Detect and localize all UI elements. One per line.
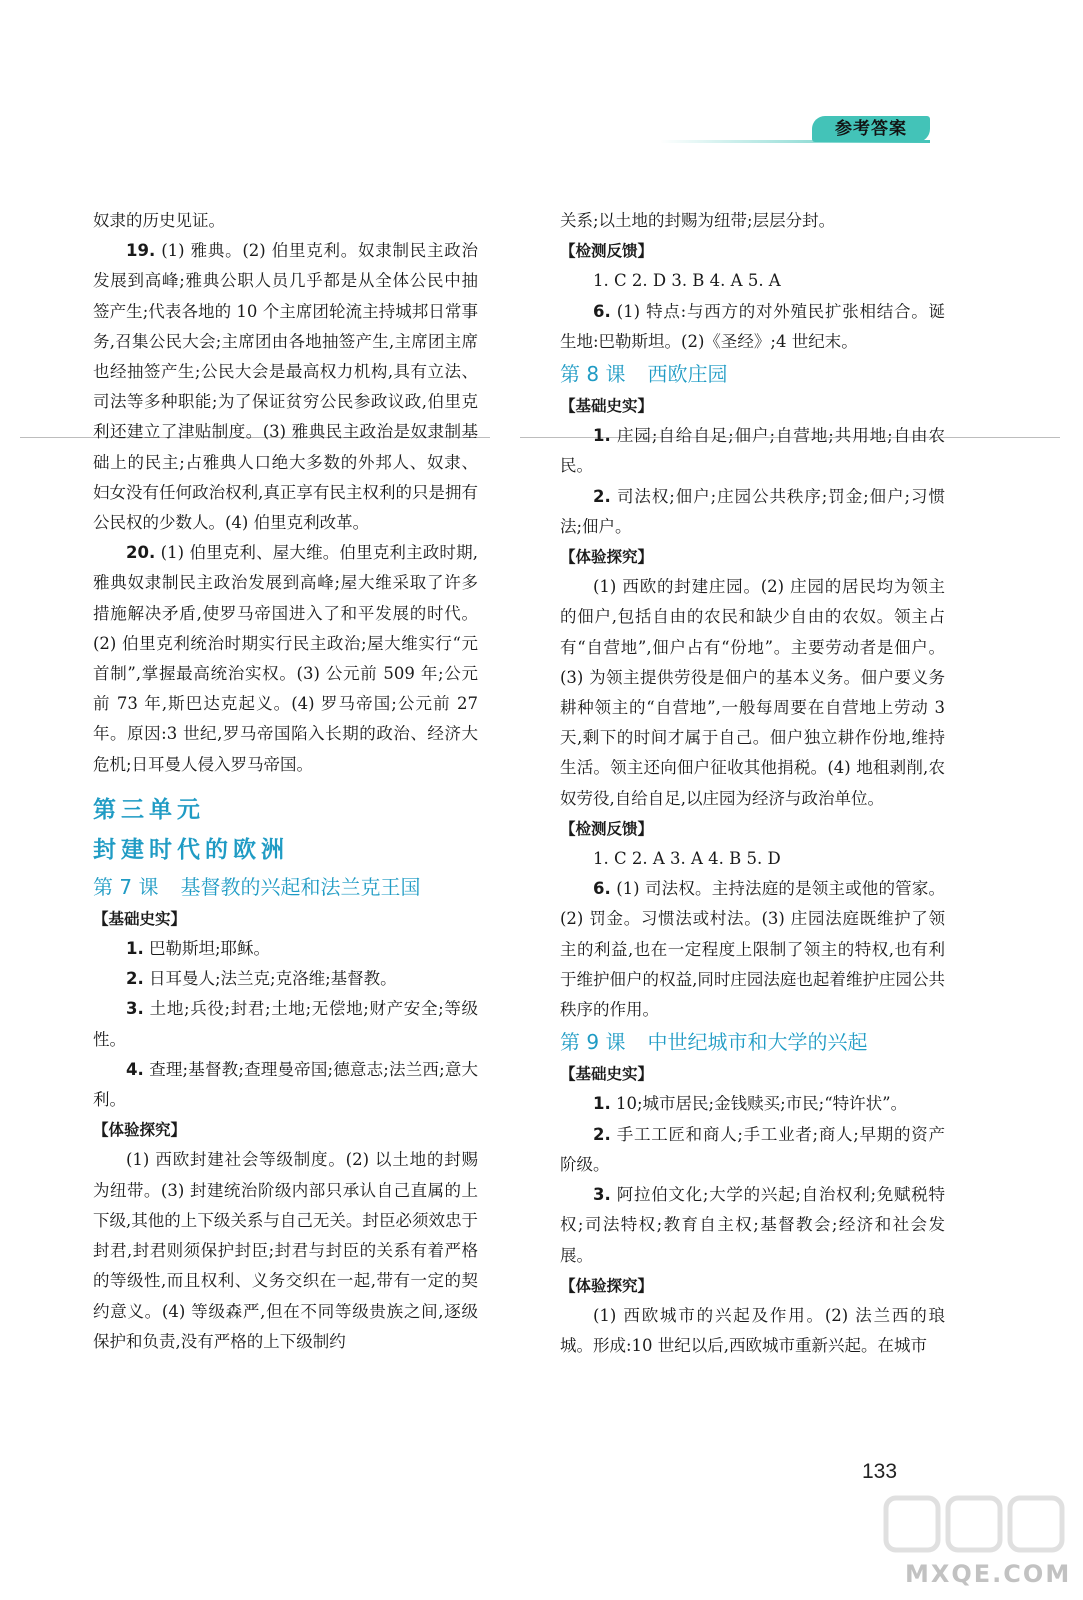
section-header-check: 【检测反馈】 [560,819,654,838]
section-header-check: 【检测反馈】 [560,242,654,261]
explore-answer: (1) 西欧封建社会等级制度。(2) 以土地的封赐为纽带。(3) 封建统治阶级内部只承认自己直属的上下级,其他的上下级关系与自己无关。封臣必须效忠于封君,封君则须保护封臣;封君与封臣的关系有着严格的等级性,而且权利、义务交织在一起,带有一定的契约意义。(4) 等级森严,但在不同等级贵族之间,逐级保护和负责,没有严格的上下级制约 [93,1150,478,1351]
question-text: (1) 雅典。(2) 伯里克利。奴隶制民主政治发展到高峰;雅典公职人员几乎都是从全体公民中抽签产生;代表各地的 10 个主席团轮流主持城邦日常事务,召集公民大会;主席团由各地抽签产生,主席团主席也经抽签产生;公民大会是最高权力机构,具有立法、司法等多种职能;为了保证贫穷公民参政议政,伯里克利还建立了津贴制度。(3) 雅典民主政治是奴隶制基础上的民主;占雅典人口绝大多数的外邦人、奴隶、妇女没有任何政治权利,真正享有民主权利的只是拥有公民权的少数人。(4) 伯里克利改革。 [93,241,478,533]
question-number: 6. [593,301,611,321]
question-text: (1) 特点:与西方的对外殖民扩张相结合。诞生地:巴勒斯坦。(2)《圣经》;4 世纪末。 [560,301,945,351]
question-6 [560,297,945,357]
item-number: 3. [126,999,144,1019]
section-header-basic: 【基础史实】 [560,1065,654,1084]
paragraph-continued: 奴隶的历史见证。 [93,211,225,230]
item-text: 庄园;自给自足;佃户;自营地;共用地;自由农民。 [560,426,945,476]
question-number: 6. [593,879,611,899]
right-column [560,206,945,1361]
section-header-basic: 【基础史实】 [560,397,654,416]
answer-item [560,1180,945,1271]
lesson-number: 第 9 课 [560,1030,626,1055]
answer-item [93,964,478,994]
unit-title: 第三单元 [93,795,205,823]
item-number: 2. [593,486,611,506]
question-number: 19. [126,241,156,261]
item-text: 阿拉伯文化;大学的兴起;自治权利;免赋税特权;司法特权;教育自主权;基督教会;经济和社会发展。 [560,1185,945,1265]
lesson-name: 中世纪城市和大学的兴起 [647,1030,868,1055]
item-number: 3. [593,1185,611,1205]
item-text: 10;城市居民;金钱赎买;市民;“特许状”。 [616,1094,908,1114]
answer-item [93,994,478,1054]
question-20 [93,538,478,780]
answer-item [560,482,945,542]
item-text: 司法权;佃户;庄园公共秩序;罚金;佃户;习惯法;佃户。 [560,486,945,536]
question-number: 20. [126,543,156,563]
watermark-text: MXQE.COM [905,1560,1072,1588]
item-number: 1. [593,1094,611,1114]
header-accent-line [660,140,930,143]
item-number: 2. [593,1124,611,1144]
explore-answer: (1) 西欧的封建庄园。(2) 庄园的居民均为领主的佃户,包括自由的农民和缺少自由的农奴。领主占有“自营地”,佃户占有“份地”。主要劳动者是佃户。(3) 为领主提供劳役是佃户的基本义务。佃户要义务耕种领主的“自营地”,一般每周要在自营地上劳动 3 天,剩下的时间才属于自己。佃户独立耕作份地,维持生活。领主还向佃户征收其他捐税。(4) 地租剥削,农奴劳役,自给自足,以庄园为经济与政治单位。 [560,577,945,808]
item-text: 手工工匠和商人;手工业者;商人;早期的资产阶级。 [560,1124,945,1174]
lesson-number: 第 8 课 [560,362,626,387]
item-number: 4. [126,1059,144,1079]
item-text: 日耳曼人;法兰克;克洛维;基督教。 [149,969,397,989]
lesson-name: 西欧庄园 [647,362,728,387]
item-number: 1. [126,939,144,959]
item-text: 巴勒斯坦;耶稣。 [149,939,271,959]
item-text: 土地;兵役;封君;土地;无偿地;财产安全;等级性。 [93,999,478,1049]
explore-answer: (1) 西欧城市的兴起及作用。(2) 法兰西的琅城。形成:10 世纪以后,西欧城市重新兴起。在城市 [560,1305,945,1356]
answer-item [560,1120,945,1180]
section-header-basic: 【基础史实】 [93,909,187,928]
section-header-explore: 【体验探究】 [560,1276,654,1295]
unit-subtitle: 封建时代的欧洲 [93,835,289,863]
lesson-name: 基督教的兴起和法兰克王国 [180,874,421,899]
multiple-choice-answers: 1. C 2. D 3. B 4. A 5. A [593,271,781,291]
item-text: 查理;基督教;查理曼帝国;德意志;法兰西;意大利。 [93,1059,479,1110]
question-text: (1) 司法权。主持法庭的是领主或他的管家。(2) 罚金。习惯法或村法。(3) 庄园法庭既维护了领主的利益,也在一定程度上限制了领主的特权,也有利于维护佃户的权益,同时庄园法庭也起着维护庄园公共秩序的作用。 [560,879,946,1020]
lesson-8-title [560,357,945,391]
lesson-7-title [93,870,478,904]
answer-item [93,934,478,964]
answer-item [560,1089,945,1119]
answer-item [560,421,945,481]
question-text: (1) 伯里克利、屋大维。伯里克利主政时期,雅典奴隶制民主政治发展到高峰;屋大维采取了许多措施解决矛盾,使罗马帝国进入了和平发展的时代。(2) 伯里克利统治时期实行民主政治;屋大维实行“元首制”,掌握最高统治实权。(3) 公元前 509 年;公元前 73 年,斯巴达克起义。(4) 罗马帝国;公元前 27 年。原因:3 世纪,罗马帝国陷入长期的政治、经济大危机;日耳曼人侵入罗马帝国。 [93,543,478,774]
lesson-9-title [560,1025,945,1059]
item-number: 1. [593,426,611,446]
answer-item [93,1055,478,1115]
item-number: 2. [126,969,144,989]
lesson-number: 第 7 课 [93,874,159,899]
multiple-choice-answers: 1. C 2. A 3. A 4. B 5. D [593,849,781,869]
paragraph-continued: 关系;以土地的封赐为纽带;层层分封。 [560,211,836,230]
left-column [93,206,478,1357]
section-header-explore: 【体验探究】 [560,548,654,567]
section-header-explore: 【体验探究】 [93,1121,187,1140]
question-19 [93,236,478,538]
answer-key-badge: 参考答案 [812,116,930,142]
page-number: 133 [862,1460,898,1483]
question-6 [560,874,945,1025]
